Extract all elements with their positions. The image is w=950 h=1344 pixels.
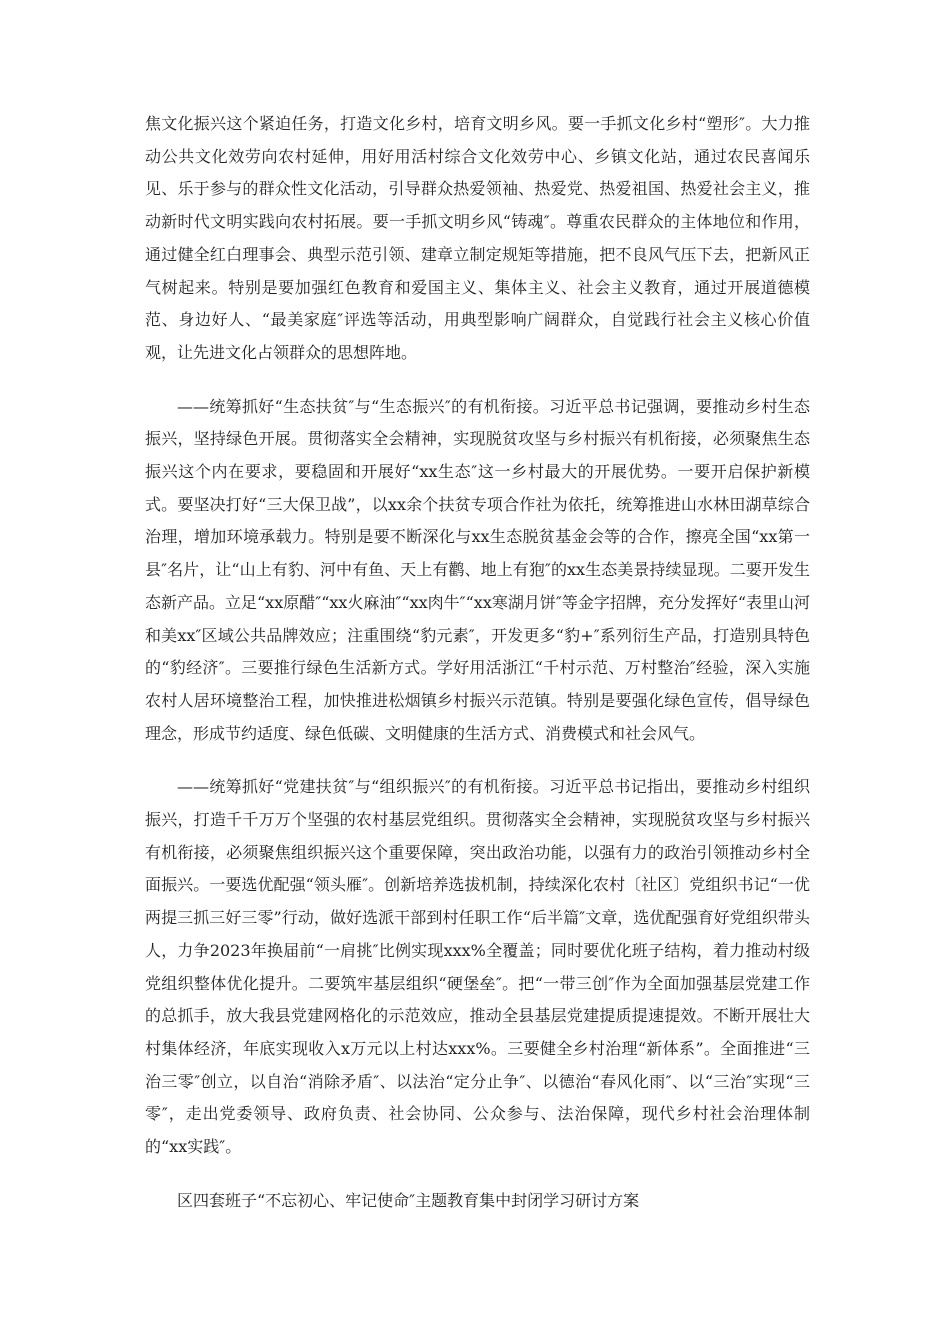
- paragraph-ecology: ——统筹抓好“生态扶贫″与“生态振兴″的有机衔接。习近平总书记强调，要推动乡村生态振兴，坚持绿色开展。贯彻落实全会精神，实现脱贫攻坚与乡村振兴有机衔接，必须聚焦生态振兴这个内在要求，要稳固和开展好“xx生态″这一乡村最大的开展优势。一要开启保护新模式。要坚决打好“三大保卫战”，以xx余个扶贫专项合作社为依托，统筹推进山水林田湖草综合治理，增加环境承载力。特别是要不断深化与xx生态脱贫基金会等的合作，擦亮全国“xx第一县″名片，让“山上有豹、河中有鱼、天上有鹳、地上有狍″的xx生态美景持续显现。二要开发生态新产品。立足“xx原醋″“xx火麻油″“xx肉牛″“xx寒湖月饼″等金字招牌，充分发挥好“表里山河和美xx″区域公共品牌效应；注重围绕“豹元素″，开发更多“豹+″系列衍生产品，打造别具特色的“豹经济″。三要推行绿色生活新方式。学好用活浙江“千村示范、万村整治″经验，深入实施农村人居环境整治工程，加快推进松烟镇乡村振兴示范镇。特别是要强化绿色宣传，倡导绿色理念，形成节约适度、绿色低碳、文明健康的生活方式、消费模式和社会风气。: [145, 396, 810, 743]
- paragraph-culture: 焦文化振兴这个紧迫任务，打造文化乡村，培育文明乡风。要一手抓文化乡村“塑形″。大力推动公共文化效劳向农村延伸，用好用活村综合文化效劳中心、乡镇文化站，通过农民喜闻乐见、乐于参与的群众性文化活动，引导群众热爱领袖、热爱党、热爱祖国、热爱社会主义，推动新时代文明实践向农村拓展。要一手抓文明乡风“铸魂″。尊重农民群众的主体地位和作用，通过健全红白理事会、典型示范引领、建章立制定规矩等措施，把不良风气压下去，把新风正气树起来。特别是要加强红色教育和爱国主义、集体主义、社会主义教育，通过开展道德模范、身边好人、“最美家庭″评选等活动，用典型影响广阔群众，自觉践行社会主义核心价值观，让先进文化占领群众的思想阵地。: [145, 114, 810, 362]
- document-body: [145, 108, 810, 1239]
- paragraph-organization: ——统筹抓好“党建扶贫″与“组织振兴″的有机衔接。习近平总书记指出，要推动乡村组织振兴，打造千千万万个坚强的农村基层党组织。贯彻落实全会精神，实现脱贫攻坚与乡村振兴有机衔接，必须聚焦组织振兴这个重要保障，突出政治功能，以强有力的政治引领推动乡村全面振兴。一要选优配强“领头雁″。创新培养选拔机制，持续深化农村〔社区〕党组织书记“一优两提三抓三好三零”行动，做好选派干部到村任职工作“后半篇″文章，选优配强育好党组织带头人，力争2023年换届前“一肩挑″比例实现xxx%全覆盖；同时要优化班子结构，着力推动村级党组织整体优化提升。二要筑牢基层组织“硬堡垒″。把“一带三创″作为全面加强基层党建工作的总抓手，放大我县党建网格化的示范效应，推动全县基层党建提质提速提效。不断开展壮大村集体经济，年底实现收入x万元以上村达xxx%。三要健全乡村治理“新体系”。全面推进“三治三零″创立，以自治“消除矛盾″、以法治“定分止争″、以德治“春风化雨″、以“三治″实现“三零″，走出党委领导、政府负责、社会协同、公众参与、法治保障，现代乡村社会治理体制的“xx实践″。: [145, 777, 810, 1157]
- document-next-title: 区四套班子“不忘初心、牢记使命″主题教育集中封闭学习研讨方案: [177, 1190, 640, 1210]
